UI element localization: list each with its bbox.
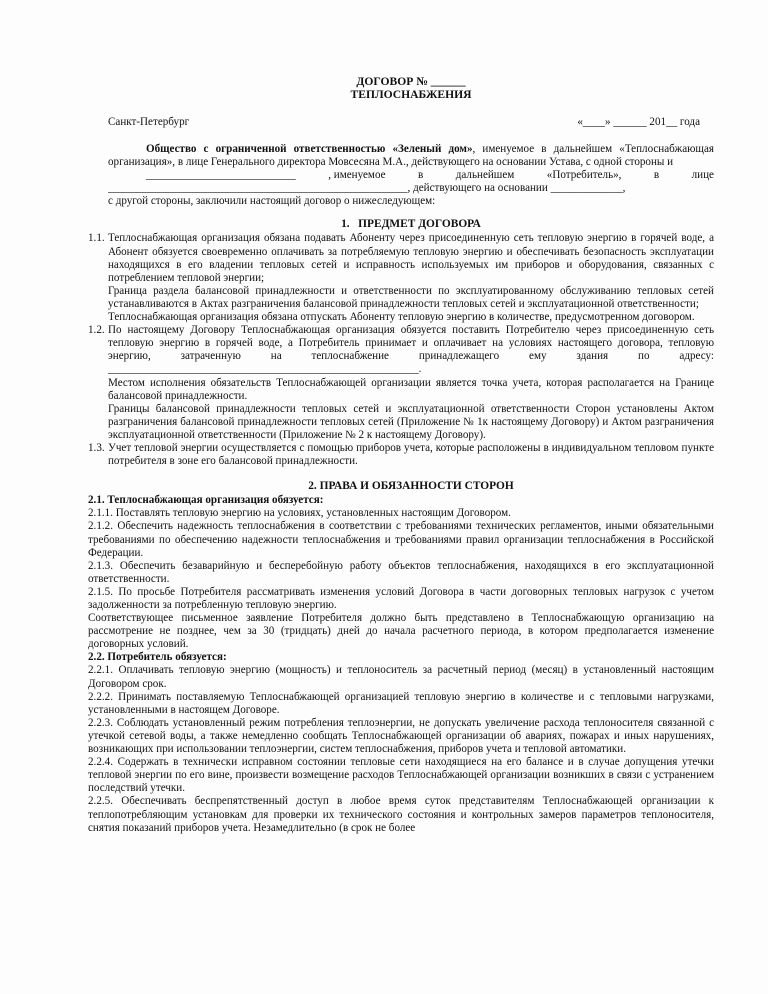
clause-paragraph: 2.2.1. Оплачивать тепловую энергию (мощность) и теплоноситель за расчетный период (месяц) в установленный настоящим Договором срок. (88, 664, 714, 690)
section1-title: 1. ПРЕДМЕТ ДОГОВОРА (341, 218, 481, 231)
intro-line2: «Теплоснабжающая организация», в лице Генерального директора Мовсесяна М.А., действующего на основании Устава, с одной стороны и (108, 142, 714, 168)
clause-paragraph: 2.2.4. Содержать в технически исправном состоянии тепловые сети находящиеся на его балансе и в случае допущения утечки тепловой энергии по его вине, произвести возмещение расходов Теплоснабжающей организации возникших в связи с устранением последствий утечки. (88, 756, 714, 795)
subsection-2-2-title: 2.2. Потребитель обязуется: (88, 651, 227, 664)
intro-paragraph (108, 143, 714, 169)
org-name: Общество с ограниченной ответственностью «Зеленый дом» (146, 142, 473, 155)
city-date-row (108, 116, 714, 129)
subsection-2-1-title: 2.1. Теплоснабжающая организация обязуется: (88, 494, 324, 507)
representative-line: ______________________________________________________, действующего на основании _____________, (108, 182, 626, 195)
clause-paragraph: Местом исполнения обязательств Теплоснабжающей организации является точка учета, которая располагается на Границе балансовой принадлежности. (108, 376, 714, 402)
clause-number: 1.2. (88, 324, 105, 337)
clause-paragraph: 2.2.2. Принимать поставляемую Теплоснабжающей организацией тепловую энергию в количестве и с тепловыми нагрузками, установленными в настоящем Договоре. (88, 690, 714, 716)
intro-line1-rest: , именуемое в дальнейшем (472, 142, 613, 155)
contract-date: «____» ______ 201__ года (577, 115, 700, 128)
section1-list (88, 232, 714, 468)
clause-paragraph: 2.1.2. Обеспечить надежность теплоснабжения в соответствии с требованиями технических регламентов, иными обязательными требованиями по обеспечению надежности теплоснабжения и требованиями правил организации теплоснабжения в Российской Федерации. (88, 520, 714, 559)
consumer-blank: ___________________________ (146, 169, 296, 182)
contract-subtitle: ТЕПЛОСНАБЖЕНИЯ (350, 88, 472, 102)
clause-paragraph: 2.1.3. Обеспечить безаварийную и бесперебойную работу объектов теплоснабжения, находящихся в его эксплуатационной ответственности. (88, 559, 714, 585)
clause-paragraph: Соответствующее письменное заявление Потребителя должно быть представлено в Теплоснабжающую организацию на рассмотрение не позднее, чем за 30 (тридцать) дней до начала расчетного периода, в котором предполагается изменение договорных условий. (88, 612, 714, 651)
consumer-word: , именуемое (328, 169, 386, 182)
clause-paragraph: По настоящему Договору Теплоснабжающая организация обязуется поставить Потребителю через присоединенную сеть тепловую энергию в горячей воде, а Потребитель принимает и оплачивает на условиях настоящего договора, тепловую энергию, затраченную на теплоснабжение принадлежащего ему здания по адресу: ________________________________________________________. (108, 324, 714, 376)
clause-number: 1.1. (88, 232, 105, 245)
clause-paragraph: 2.1.1. Поставлять тепловую энергию на условиях, установленных настоящим Договором. (88, 507, 511, 520)
clause-paragraph: 2.2.3. Соблюдать установленный режим потребления теплоэнергии, не допускать увеличение расхода теплоносителя связанной с утечкой сетевой воды, а также немедленно сообщать Теплоснабжающей организации об авариях, пожарах и иных нарушениях, возникающих при использовании теплоэнергии, систем теплоснабжения, приборов учета и тепловой автоматики. (88, 716, 714, 756)
clause-paragraph: Учет тепловой энергии осуществляется с помощью приборов учета, которые расположены в индивидуальном тепловом пункте потребителя в зоне его балансовой принадлежности. (108, 441, 714, 468)
consumer-word: в (653, 169, 660, 182)
consumer-word: в (418, 169, 424, 182)
clause-paragraph: Границы балансовой принадлежности тепловых сетей и эксплуатационной ответственности Сторон установлены Актом разграничения балансовой принадлежности тепловых сетей (Приложение № 1к настоящему Договору) и Актом разграничения эксплуатационной ответственности (Приложение № 2 к настоящему Договору). (108, 402, 714, 441)
clause-paragraph: 2.2.5. Обеспечивать беспрепятственный доступ в любое время суток представителям Теплоснабжающей организации к теплопотребляющим установкам для проверки их технического состояния и контрольных замеров параметров теплоносителя, снятия показаний приборов учета. Незамедлительно (в срок не более (88, 795, 714, 834)
clause-paragraph: Граница раздела балансовой принадлежности и ответственности по эксплуатированному обслуживанию тепловых сетей устанавливаются в Актах разграничения балансовой принадлежности тепловых сетей и эксплуатационной ответственности; (108, 284, 714, 310)
consumer-word: дальнейшем (455, 169, 515, 182)
clause-1-1 (88, 232, 714, 324)
clause-1-2 (88, 324, 714, 442)
clause-number: 1.3. (88, 441, 105, 454)
contract-title: ДОГОВОР № ______ (356, 75, 466, 88)
clause-1-3 (88, 442, 714, 468)
clause-paragraph: Теплоснабжающая организация обязана отпускать Абоненту тепловую энергию в количестве, предусмотренном договором. (108, 311, 695, 324)
section2-title: 2. ПРАВА И ОБЯЗАННОСТИ СТОРОН (308, 480, 514, 493)
intro-closing: с другой стороны, заключили настоящий договор о нижеследующем: (108, 195, 436, 208)
clause-paragraph: Теплоснабжающая организация обязана подавать Абоненту через присоединенную сеть тепловую энергию в горячей воде, а Абонент обязуется своевременно оплачивать за потребляемую тепловую энергию и обеспечивать безопасность эксплуатации находящихся в его владении тепловых сетей и исправность используемых им приборов и оборудования, связанных с потреблением тепловой энергии; (108, 232, 714, 284)
consumer-word: «Потребитель», (546, 169, 622, 182)
consumer-line (108, 169, 714, 182)
section2-body (88, 494, 714, 834)
consumer-word: лице (691, 169, 714, 182)
clause-paragraph: 2.1.5. По просьбе Потребителя рассматривать изменения условий Договора в части договорных тепловых нагрузок с учетом задолженности за потребленную тепловую энергию. (88, 585, 714, 611)
city: Санкт-Петербург (108, 115, 190, 128)
